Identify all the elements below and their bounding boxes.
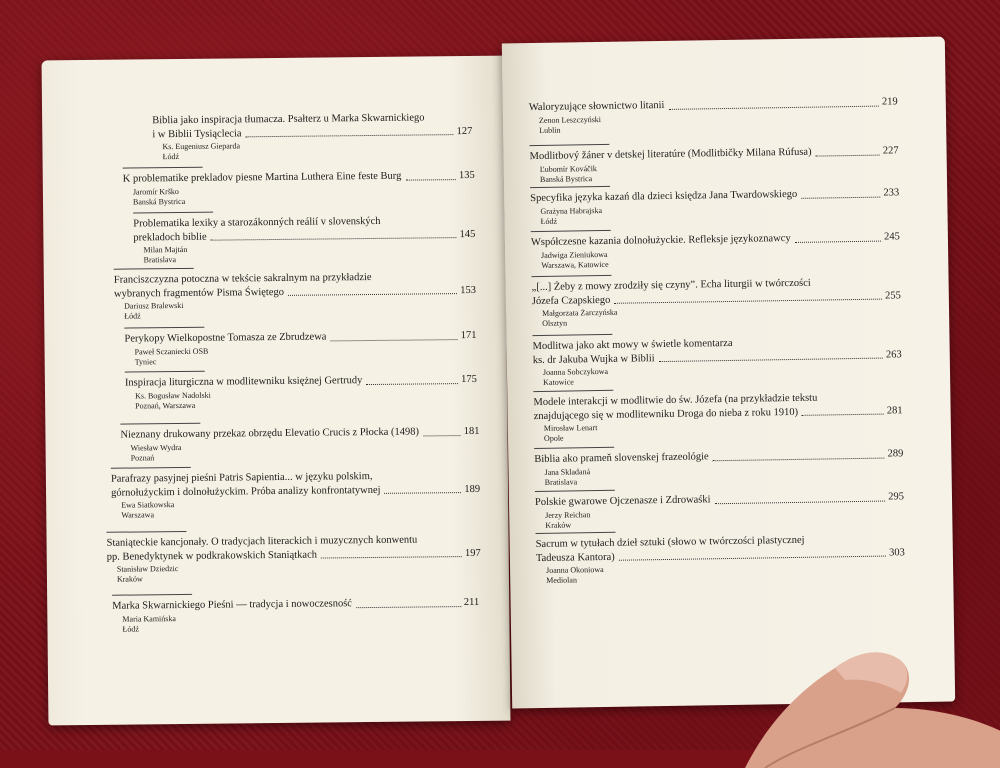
entry-divider (532, 334, 612, 336)
entry-title-line: Współczesne kazania dolnołużyckie. Refleksje językoznawcy (530, 233, 791, 249)
dot-leader (801, 196, 880, 198)
entry-divider (111, 467, 191, 469)
page-number: 145 (459, 228, 476, 240)
author-city: Poznań (130, 452, 155, 463)
entry-divider (534, 447, 614, 449)
page-number: 233 (883, 187, 900, 199)
dot-leader (816, 154, 880, 156)
entry-title-line: znajdującego się w modlitewniku Droga do nieba z roku 1910) (533, 406, 799, 422)
dot-leader (385, 492, 462, 494)
dot-leader (715, 500, 886, 504)
page-number: 153 (460, 284, 477, 296)
entry-divider (531, 230, 611, 232)
author-name: Ewa Siatkowska (121, 500, 175, 510)
page-number: 189 (464, 483, 481, 495)
entry-divider (124, 327, 204, 329)
entry-title-line: Biblia ako prameň slovenskej frazeológie (534, 451, 709, 466)
toc-entry (120, 420, 479, 463)
entry-title-line: Polskie gwarowe Ojczenasze i Zdrowaśki (534, 494, 711, 509)
dot-leader (405, 179, 456, 181)
author-city: Kraków (116, 574, 143, 584)
author-name: Stanisław Dziedzic (116, 564, 179, 574)
author-city: Katowice (543, 377, 574, 387)
entry-divider (112, 594, 192, 596)
entry-title-line: Inspiracja liturgiczna w modlitewniku księżnej Gertrudy (124, 375, 363, 389)
toc-entry (133, 209, 476, 266)
page-number: 227 (882, 145, 899, 157)
entry-divider (120, 423, 200, 425)
toc-entry (530, 181, 900, 226)
author-city: Poznań, Warszawa (135, 400, 196, 410)
page-number: 211 (463, 596, 480, 609)
page-number: 245 (884, 231, 900, 243)
author-name: Mirosław Lenart (543, 423, 598, 433)
dot-leader (659, 358, 883, 363)
entry-divider (114, 268, 194, 270)
author-name: Jaromír Krško (132, 186, 179, 196)
page-number: 219 (881, 96, 898, 108)
right-toc-list (502, 37, 955, 709)
entry-title-line: górnołużyckim i dolnołużyckim. Próba analizy konfrontatywnej (111, 484, 381, 499)
hand-thumb-image (705, 638, 1000, 768)
entry-divider (535, 490, 615, 492)
entry-title-line: Modele interakcji w modlitwie do św. Józefa (na przykładzie tekstu (533, 392, 818, 409)
toc-entry (529, 139, 899, 184)
entry-title-line: Tadeusza Kantora) (535, 551, 615, 564)
dot-leader (713, 457, 885, 461)
author-name: Jana Skladaná (544, 466, 591, 477)
author-city: Kraków (545, 519, 572, 530)
author-city: Mediolan (546, 575, 577, 585)
toc-entry (532, 329, 902, 388)
entry-title-line: ks. dr Jakuba Wujka w Biblii (532, 352, 655, 366)
open-book (45, 40, 950, 710)
entry-title-line: Józefa Czapskiego (531, 294, 611, 307)
entry-divider (530, 186, 610, 188)
toc-entry (152, 111, 472, 162)
author-name: Ks. Eugeniusz Gieparda (162, 141, 241, 152)
entry-title-line: prekladoch biblie (133, 231, 207, 243)
dot-leader (668, 105, 879, 109)
toc-entry (124, 324, 476, 367)
entry-divider (529, 144, 609, 146)
dot-leader (619, 556, 886, 561)
entry-title-line: Sacrum w tytułach dzieł sztuki (słowo w twórczości plastycznej (535, 534, 805, 551)
entry-title-line: wybranych fragmentów Pisma Świętego (113, 286, 285, 300)
page-number: 197 (464, 547, 481, 559)
dot-leader (614, 299, 882, 304)
page-number: 263 (885, 348, 902, 361)
dot-leader (211, 237, 457, 241)
entry-title-line: „[...] Żeby z mowy zrodziły się czyny”. Echa liturgii w twórczości (531, 277, 811, 294)
left-toc-list (42, 56, 511, 726)
entry-divider (106, 531, 186, 533)
page-number: 127 (456, 125, 473, 137)
dot-leader (246, 134, 454, 137)
author-name: Joanna Sobczykowa (542, 366, 609, 377)
toc-entry (125, 368, 477, 411)
entry-title-line: Waloryzujące słownictwo litanii (528, 99, 665, 114)
toc-entry (534, 442, 904, 487)
author-city: Bratislava (544, 476, 578, 487)
author-city: Banská Bystrica (539, 173, 593, 184)
toc-entry (531, 270, 901, 329)
author-name: Jadwiga Zieniukowa (541, 249, 608, 260)
entry-divider (533, 390, 613, 392)
page-number: 303 (889, 546, 905, 558)
author-name: Jerzy Reichan (545, 509, 591, 520)
toc-entry (533, 385, 903, 444)
entry-title-line: Biblia jako inspiracja tłumacza. Psałterz u Marka Skwarnickiego (152, 112, 425, 127)
page-number: 255 (884, 289, 901, 302)
dot-leader (795, 240, 881, 242)
dot-leader (321, 556, 462, 558)
entry-title-line: i w Biblii Tysiąclecia (152, 127, 242, 140)
author-name: Paweł Sczaniecki OSB (134, 346, 209, 356)
author-city: Łódź (162, 152, 180, 162)
author-city: Warszawa, Katowice (541, 259, 609, 270)
toc-entry (112, 591, 479, 634)
entry-title-line: Franciszczyzna potoczna w tekście sakralnym na przykładzie (113, 271, 372, 286)
author-name: Zenon Leszczyński (538, 114, 602, 125)
toc-entry (114, 265, 477, 322)
author-name: Małgorzata Żarczyńska (541, 307, 618, 318)
entry-title-line: Marka Skwarnickiego Pieśni — tradycja i nowoczesność (112, 598, 352, 612)
author-city: Bratislava (143, 255, 177, 265)
toc-entry (106, 528, 481, 585)
author-name: Milan Majtán (143, 244, 188, 255)
author-city: Olsztyn (542, 318, 568, 328)
author-city: Łódź (540, 216, 558, 226)
author-city: Opole (543, 433, 564, 443)
author-city: Łódź (122, 623, 139, 634)
page-number: 171 (460, 329, 477, 342)
dot-leader (423, 435, 461, 436)
entry-title-line: Specyfika języka kazań dla dzieci księdza Jana Twardowskiego (530, 188, 798, 205)
entry-title-line: Staniąteckie kancjonały. O tradycjach literackich i muzycznych konwentu (106, 534, 418, 549)
author-city: Banská Bystrica (132, 196, 186, 206)
entry-title-line: pp. Benedyktynek w podkrakowskich Staniątkach (106, 549, 318, 563)
page-number: 181 (463, 425, 480, 438)
entry-divider (531, 275, 611, 277)
author-name: Maria Kamińska (122, 613, 176, 624)
entry-title-line: Parafrazy pasyjnej pieśni Patris Sapientia... w języku polskim, (110, 470, 373, 485)
entry-divider (125, 371, 205, 373)
toc-entry (535, 527, 905, 586)
author-city: Lublin (539, 125, 561, 135)
entry-title-line: K problematike prekladov piesne Martina Luthera Eine feste Burg (122, 170, 402, 185)
right-page (502, 37, 955, 709)
entry-divider (535, 532, 615, 534)
toc-entry (529, 95, 898, 135)
toc-entry (531, 225, 901, 270)
left-page (42, 56, 511, 726)
entry-divider (123, 167, 203, 169)
dot-leader (330, 339, 457, 341)
author-name: Joanna Okoniowa (546, 564, 604, 575)
page-number: 175 (461, 373, 477, 386)
dot-leader (802, 414, 884, 416)
entry-title-line: Problematika lexiky a starozákonných reálií v slovenských (133, 215, 381, 230)
page-number: 289 (887, 448, 904, 460)
dot-leader (366, 383, 458, 385)
toc-entry (535, 485, 905, 530)
page-number: 281 (886, 404, 903, 417)
author-name: Dariusz Bralewski (124, 300, 184, 311)
toc-entry (111, 464, 481, 521)
entry-title-line: Modlitbový žáner v detskej literatúre (Modlitbičky Milana Rúfusa) (529, 146, 812, 163)
author-name: Wiesław Wydra (130, 442, 182, 453)
author-name: Ks. Bogusław Nadolski (134, 390, 211, 400)
entry-title-line: Nieznany drukowany przekaz obrzędu Elevatio Crucis z Płocka (1498) (120, 426, 420, 441)
entry-title-line: Modlitwa jako akt mowy w świetle komentarza (532, 337, 733, 353)
dot-leader (356, 606, 461, 608)
dot-leader (288, 293, 457, 296)
author-name: Grażyna Habrajska (540, 205, 603, 216)
toc-entry (123, 164, 475, 207)
author-name: Ľubomír Kováčik (539, 163, 597, 174)
author-city: Tyniec (134, 356, 157, 366)
page-number: 295 (888, 491, 905, 503)
entry-title-line: Perykopy Wielkopostne Tomasza ze Zbrudzewa (124, 331, 327, 345)
entry-divider (133, 212, 213, 214)
author-city: Łódź (124, 311, 141, 321)
author-city: Warszawa (121, 510, 155, 520)
page-number: 135 (458, 169, 475, 182)
